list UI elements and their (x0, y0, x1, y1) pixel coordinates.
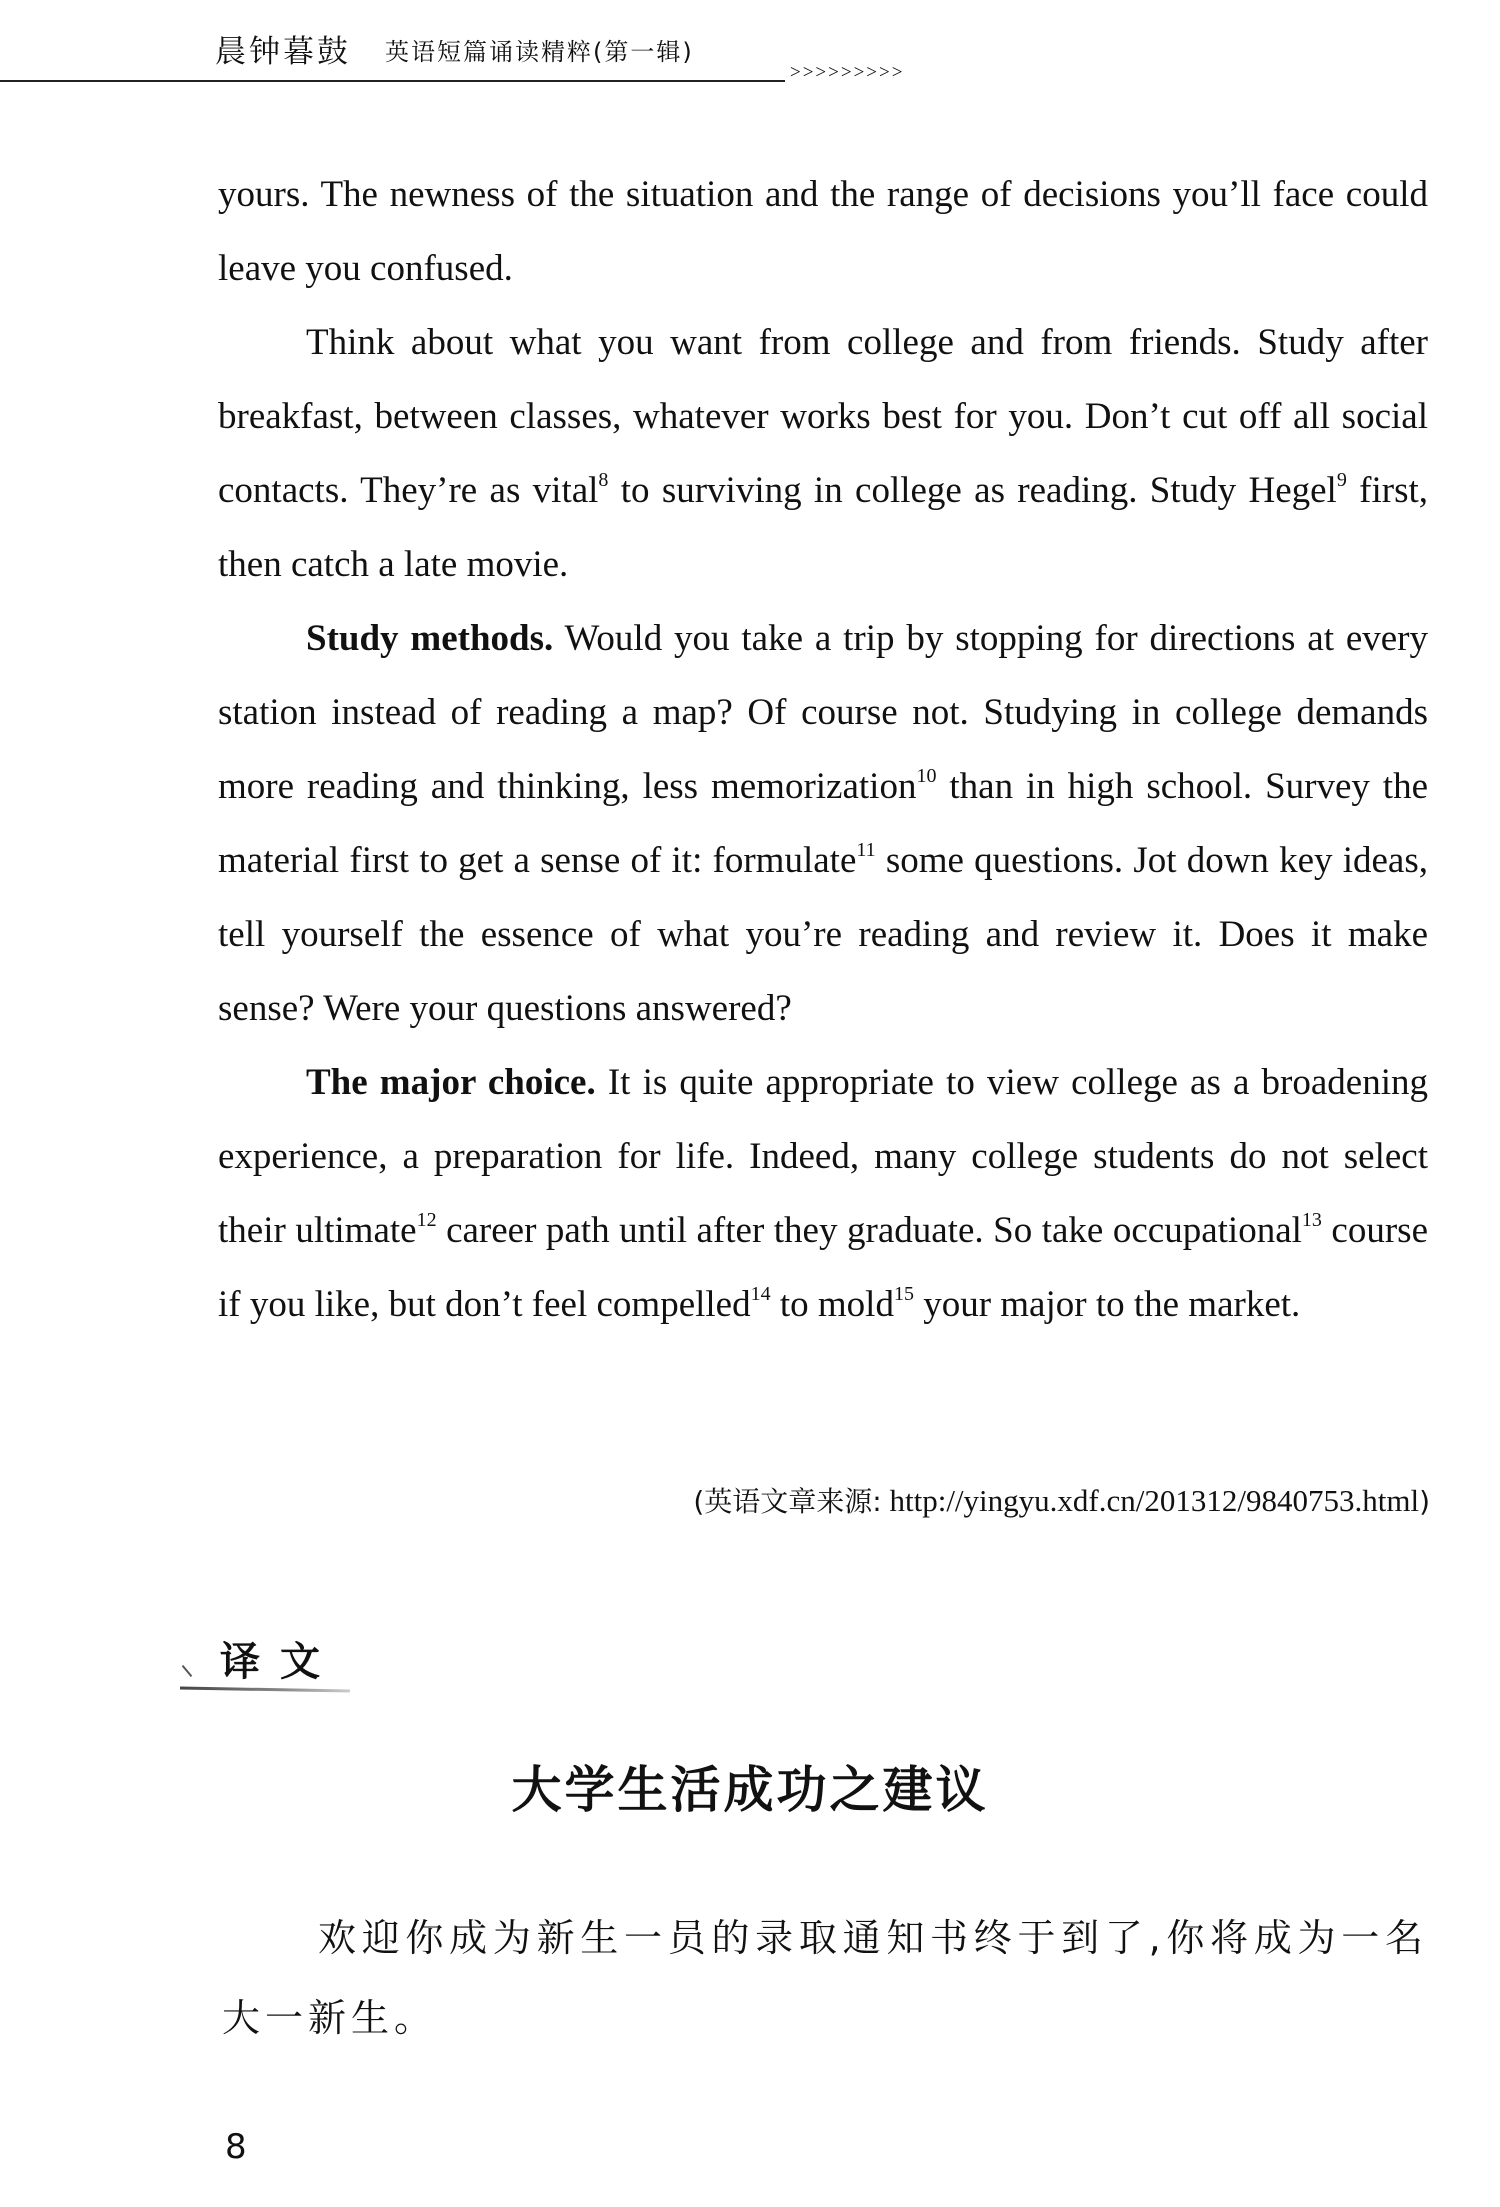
header-rule (0, 80, 785, 82)
translation-heading: 译文 (220, 1639, 340, 1685)
footnote-8: 8 (598, 469, 609, 491)
translation-heading-underline (180, 1687, 350, 1693)
header-subtitle: 英语短篇诵读精粹(第一辑) (385, 38, 694, 66)
paragraph-4: The major choice. It is quite appropriate to view college as a broadening experience, a preparation for life. Indeed, many college students do not select their ultimate$^{12}$ career path until after they graduate. So take occupational$^{13}$ course if you like, but don’t feel compelled$^{14}$ to mold$^{15}$ your major to the market. (218, 1062, 1428, 1325)
footnote-14: 14 (750, 1283, 771, 1305)
source-url: http://yingyu.xdf.cn/201312/9840753.html (881, 1483, 1420, 1518)
header-arrows: >>>>>>>>> (790, 62, 905, 83)
footnote-13: 13 (1301, 1209, 1322, 1231)
page-number: 8 (225, 2127, 247, 2167)
heading-tick-mark (182, 1665, 193, 1677)
footnote-12: 12 (416, 1209, 437, 1231)
chinese-title: 大学生活成功之建议 (511, 1761, 989, 1819)
source-label: 英语文章来源: (704, 1485, 882, 1518)
source-citation: (英语文章来源: http://yingyu.xdf.cn/201312/9840753.html) (693, 1483, 1430, 1518)
footnote-10: 10 (916, 765, 937, 787)
footnote-11: 11 (856, 839, 876, 861)
paragraph-2: Think about what you want from college and from friends. Study after breakfast, between classes, whatever works best for you. Don’t cut off all social contacts. They’re as vital$^8$ to surviving in college as reading. Study Hegel$^9$ first, then catch a late movie. (218, 322, 1428, 585)
paragraph-3: Study methods. Would you take a trip by stopping for directions at every station instead of reading a map? Of course not. Studying in college demands more reading and thinking, less memorization$^{10}$ than in high school. Survey the material first to get a sense of it: formulate$^{11}$ some questions. Jot down key ideas, tell yourself the essence of what you’re reading and review it. Does it make sense? Were your questions answered? (218, 618, 1429, 1029)
page-header (0, 0, 1500, 100)
section-heading-study-methods: Study methods. (306, 618, 554, 659)
header-title: 晨钟暮鼓 (215, 34, 351, 70)
section-heading-major-choice: The major choice. (306, 1062, 596, 1103)
footnote-15: 15 (893, 1283, 914, 1305)
chinese-paragraph: 欢迎你成为新生一员的录取通知书终于到了,你将成为一名大一新生。 (222, 1916, 1428, 2040)
english-body (218, 158, 1428, 1342)
paragraph-1: yours. The newness of the situation and the range of decisions you’ll face could leave you confused. (218, 174, 1428, 289)
footnote-9: 9 (1336, 469, 1347, 491)
